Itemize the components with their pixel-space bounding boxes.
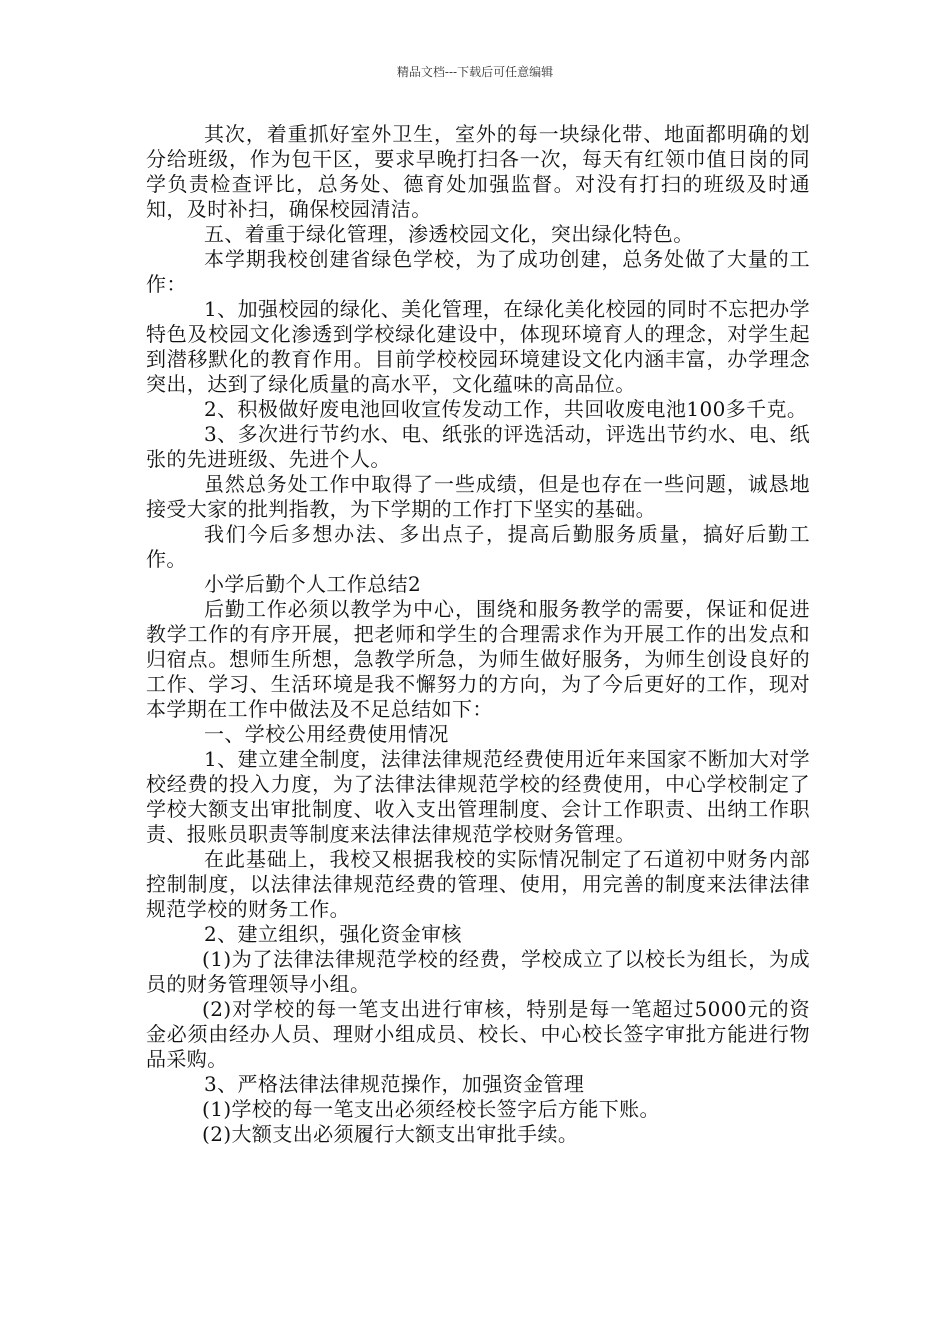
section-heading: 2、建立组织，强化资金审核: [204, 922, 462, 946]
paragraph: 我们今后多想办法、多出点子，提高后勤服务质量，搞好后勤工作。: [146, 522, 810, 571]
paragraph: 在此基础上，我校又根据我校的实际情况制定了石道初中财务内部控制制度，以法律法律规范经费的管理、使用，用完善的制度来法律法律规范学校的财务工作。: [146, 847, 810, 921]
list-item: (1)为了法律法律规范学校的经费，学校成立了以校长为组长，为成员的财务管理领导小组。: [146, 947, 810, 996]
section-heading: 3、严格法律法律规范操作，加强资金管理: [204, 1072, 585, 1096]
list-item: 2、积极做好废电池回收宣传发动工作，共回收废电池100多千克。: [204, 397, 808, 421]
section-heading: 五、着重于绿化管理，渗透校园文化，突出绿化特色。: [204, 222, 694, 246]
list-item: 1、建立建全制度，法律法律规范经费使用近年来国家不断加大对学校经费的投入力度，为了法律法律规范学校的经费使用，中心学校制定了学校大额支出审批制度、收入支出管理制度、会计工作职责、出纳工作职责、报账员职责等制度来法律法律规范学校财务管理。: [146, 747, 810, 846]
list-item: 1、加强校园的绿化、美化管理，在绿化美化校园的同时不忘把办学特色及校园文化渗透到学校绿化建设中，体现环境育人的理念，对学生起到潜移默化的教育作用。目前学校校园环境建设文化内涵丰富，办学理念突出，达到了绿化质量的高水平，文化蕴味的高品位。: [146, 297, 810, 396]
list-item: (2)对学校的每一笔支出进行审核，特别是每一笔超过5000元的资金必须由经办人员、理财小组成员、校长、中心校长签字审批方能进行物品采购。: [146, 997, 810, 1071]
section-heading: 一、学校公用经费使用情况: [204, 722, 449, 746]
list-item: (2)大额支出必须履行大额支出审批手续。: [202, 1122, 579, 1146]
document-title: 小学后勤个人工作总结2: [204, 572, 422, 596]
document-body: [146, 122, 810, 1147]
list-item: (1)学校的每一笔支出必须经校长签字后方能下账。: [202, 1097, 660, 1121]
page-header: 精品文档---下载后可任意编辑: [396, 65, 554, 79]
paragraph: 后勤工作必须以教学为中心，围绕和服务教学的需要，保证和促进教学工作的有序开展，把老师和学生的合理需求作为开展工作的出发点和归宿点。想师生所想，急教学所急，为师生做好服务，为师生创设良好的工作、学习、生活环境是我不懈努力的方向，为了今后更好的工作，现对本学期在工作中做法及不足总结如下：: [146, 597, 810, 721]
list-item: 3、多次进行节约水、电、纸张的评选活动，评选出节约水、电、纸张的先进班级、先进个人。: [146, 422, 810, 471]
paragraph: 其次，着重抓好室外卫生，室外的每一块绿化带、地面都明确的划分给班级，作为包干区，要求早晚打扫各一次，每天有红领巾值日岗的同学负责检查评比，总务处、德育处加强监督。对没有打扫的班级及时通知，及时补扫，确保校园清洁。: [146, 122, 810, 221]
paragraph: 虽然总务处工作中取得了一些成绩，但是也存在一些问题，诚恳地接受大家的批判指教，为下学期的工作打下坚实的基础。: [146, 472, 810, 521]
paragraph: 本学期我校创建省绿色学校，为了成功创建，总务处做了大量的工作：: [146, 247, 810, 296]
